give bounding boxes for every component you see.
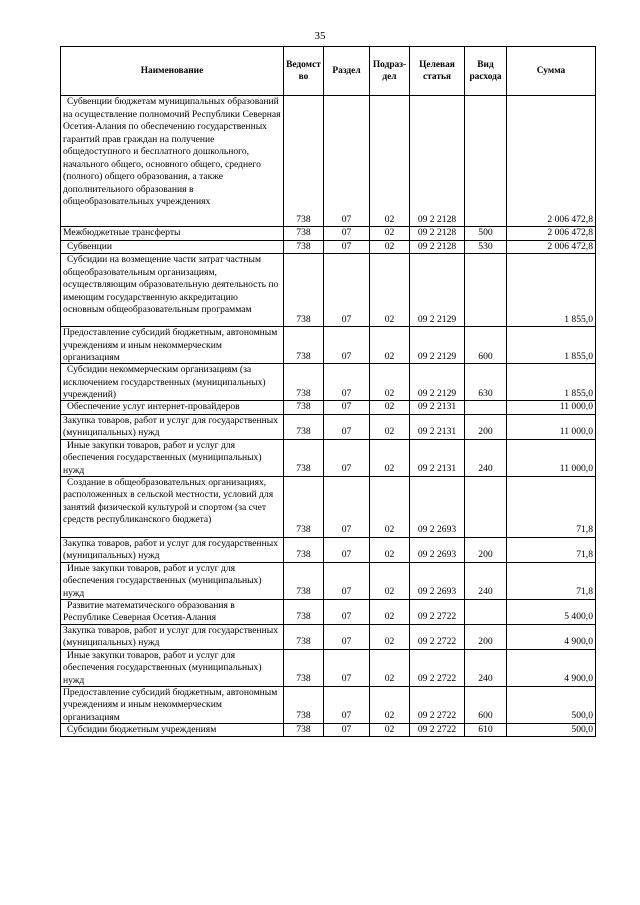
table-header-row — [61, 47, 596, 96]
row-name-text: Иные закупки товаров, работ и услуг для обеспечения государственных (муниципальных) нужд — [63, 562, 262, 599]
row-name-text: Создание в общеобразовательных организациях, расположенных в сельской местности, условий для занятий физической культурой и спортом (за счет средств республиканского бюджета) — [63, 476, 274, 525]
row-name — [61, 327, 284, 364]
row-section: 07 — [324, 599, 370, 624]
row-section: 07 — [324, 96, 370, 227]
row-name — [61, 414, 284, 439]
row-target-item: 09 2 2722 — [410, 599, 465, 624]
row-subsection: 02 — [370, 96, 410, 227]
row-name — [61, 254, 284, 327]
row-department: 738 — [284, 327, 324, 364]
row-expense-type — [465, 401, 507, 415]
row-department: 738 — [284, 562, 324, 599]
row-name-text: Обеспечение услуг интернет-провайдеров — [67, 401, 240, 412]
row-subsection: 02 — [370, 227, 410, 241]
row-amount: 1 855,0 — [507, 254, 596, 327]
row-name-text: Межбюджетные трансферты — [63, 227, 181, 238]
table-row — [61, 439, 596, 476]
row-section: 07 — [324, 364, 370, 401]
row-section: 07 — [324, 562, 370, 599]
row-name — [61, 599, 284, 624]
row-department: 738 — [284, 240, 324, 254]
row-name — [61, 240, 284, 254]
row-target-item: 09 2 2722 — [410, 624, 465, 649]
row-expense-type — [465, 254, 507, 327]
row-department: 738 — [284, 401, 324, 415]
row-expense-type — [465, 599, 507, 624]
row-department: 738 — [284, 364, 324, 401]
row-subsection: 02 — [370, 562, 410, 599]
table-row — [61, 476, 596, 537]
row-expense-type — [465, 476, 507, 537]
row-section: 07 — [324, 537, 370, 562]
row-name-text: Субсидии некоммерческим организациям (за исключением государственных (муниципальных) учреждений) — [63, 364, 266, 400]
row-subsection: 02 — [370, 327, 410, 364]
row-amount: 5 400,0 — [507, 599, 596, 624]
header-department: Ведомст во — [284, 47, 324, 96]
row-subsection: 02 — [370, 723, 410, 737]
row-subsection: 02 — [370, 240, 410, 254]
row-expense-type: 200 — [465, 414, 507, 439]
row-amount: 1 855,0 — [507, 327, 596, 364]
table-row — [61, 686, 596, 723]
row-amount: 2 006 472,8 — [507, 96, 596, 227]
row-subsection: 02 — [370, 439, 410, 476]
row-name-text: Субвенции — [67, 240, 112, 252]
row-name — [61, 401, 284, 415]
row-name — [61, 227, 284, 241]
row-department: 738 — [284, 599, 324, 624]
row-section: 07 — [324, 649, 370, 686]
table-row — [61, 240, 596, 254]
row-section: 07 — [324, 327, 370, 364]
row-department: 738 — [284, 723, 324, 737]
row-subsection: 02 — [370, 476, 410, 537]
row-name — [61, 562, 284, 599]
row-name — [61, 686, 284, 723]
row-name-text: Субвенции бюджетам муниципальных образований на осуществление полномочий Республики Северная Осетия-Алания по обеспечению государственных гарантий прав граждан на получение общедоступного и бесплатного дошкольного, начального общего, основного общего, среднего (полного) общего образования, а также дополнительного образования в общеобразовательных учреждениях — [63, 96, 281, 207]
row-name — [61, 723, 284, 737]
row-target-item: 09 2 2129 — [410, 364, 465, 401]
row-amount: 71,8 — [507, 537, 596, 562]
row-name — [61, 624, 284, 649]
row-department: 738 — [284, 254, 324, 327]
row-target-item: 09 2 2129 — [410, 327, 465, 364]
row-amount: 2 006 472,8 — [507, 227, 596, 241]
row-expense-type: 630 — [465, 364, 507, 401]
header-target-item: Целевая статья — [410, 47, 465, 96]
row-name-text: Субсидии на возмещение части затрат частным общеобразовательным организациям, осуществляющим образовательную деятельность по имеющим государственную аккредитацию основным общеобразовательным программам — [63, 254, 279, 315]
row-department: 738 — [284, 439, 324, 476]
row-expense-type: 200 — [465, 537, 507, 562]
row-subsection: 02 — [370, 401, 410, 415]
row-amount: 500,0 — [507, 686, 596, 723]
header-expense-type: Вид расхода — [465, 47, 507, 96]
row-amount: 1 855,0 — [507, 364, 596, 401]
row-amount: 4 900,0 — [507, 624, 596, 649]
table-row — [61, 401, 596, 415]
row-target-item: 09 2 2722 — [410, 649, 465, 686]
row-expense-type: 500 — [465, 227, 507, 241]
row-expense-type: 200 — [465, 624, 507, 649]
table-row — [61, 537, 596, 562]
row-name — [61, 439, 284, 476]
row-amount: 500,0 — [507, 723, 596, 737]
row-subsection: 02 — [370, 254, 410, 327]
row-name — [61, 649, 284, 686]
row-subsection: 02 — [370, 599, 410, 624]
row-subsection: 02 — [370, 686, 410, 723]
row-subsection: 02 — [370, 364, 410, 401]
row-name-text: Закупка товаров, работ и услуг для государственных (муниципальных) нужд — [63, 624, 279, 648]
header-subsection: Подраз- дел — [370, 47, 410, 96]
row-target-item: 09 2 2129 — [410, 254, 465, 327]
table-row — [61, 327, 596, 364]
row-name-text: Развитие математического образования в Республике Северная Осетия-Алания — [63, 599, 235, 623]
table-row — [61, 414, 596, 439]
header-amount: Сумма — [507, 47, 596, 96]
page-number: 35 — [314, 30, 326, 42]
row-expense-type: 530 — [465, 240, 507, 254]
row-amount: 71,8 — [507, 562, 596, 599]
row-target-item: 09 2 2128 — [410, 227, 465, 241]
table-row — [61, 254, 596, 327]
row-expense-type: 610 — [465, 723, 507, 737]
row-department: 738 — [284, 537, 324, 562]
row-expense-type — [465, 96, 507, 227]
row-name — [61, 364, 284, 401]
row-name-text: Предоставление субсидий бюджетным, автономным учреждениям и иным некоммерческим организациям — [63, 327, 278, 363]
row-name — [61, 537, 284, 562]
row-section: 07 — [324, 254, 370, 327]
row-expense-type: 240 — [465, 649, 507, 686]
row-target-item: 09 2 2722 — [410, 686, 465, 723]
row-department: 738 — [284, 96, 324, 227]
row-target-item: 09 2 2131 — [410, 401, 465, 415]
row-expense-type: 240 — [465, 562, 507, 599]
row-target-item: 09 2 2131 — [410, 414, 465, 439]
row-amount: 11 000,0 — [507, 414, 596, 439]
row-department: 738 — [284, 649, 324, 686]
row-expense-type: 240 — [465, 439, 507, 476]
row-department: 738 — [284, 414, 324, 439]
row-department: 738 — [284, 227, 324, 241]
row-target-item: 09 2 2693 — [410, 476, 465, 537]
row-subsection: 02 — [370, 537, 410, 562]
row-amount: 11 000,0 — [507, 401, 596, 415]
row-amount: 2 006 472,8 — [507, 240, 596, 254]
table-row — [61, 624, 596, 649]
row-target-item: 09 2 2128 — [410, 96, 465, 227]
table-row — [61, 723, 596, 737]
header-section: Раздел — [324, 47, 370, 96]
row-section: 07 — [324, 439, 370, 476]
row-target-item: 09 2 2722 — [410, 723, 465, 737]
row-name-text: Субсидии бюджетным учреждениям — [67, 723, 217, 735]
row-expense-type: 600 — [465, 686, 507, 723]
table-row — [61, 364, 596, 401]
budget-table — [60, 46, 596, 737]
row-target-item: 09 2 2693 — [410, 537, 465, 562]
row-amount: 11 000,0 — [507, 439, 596, 476]
row-section: 07 — [324, 686, 370, 723]
table-row — [61, 562, 596, 599]
row-target-item: 09 2 2131 — [410, 439, 465, 476]
row-target-item: 09 2 2693 — [410, 562, 465, 599]
row-section: 07 — [324, 723, 370, 737]
row-department: 738 — [284, 686, 324, 723]
row-name — [61, 96, 284, 227]
row-subsection: 02 — [370, 624, 410, 649]
table-row — [61, 599, 596, 624]
table-row — [61, 96, 596, 227]
row-expense-type: 600 — [465, 327, 507, 364]
row-name-text: Закупка товаров, работ и услуг для государственных (муниципальных) нужд — [63, 537, 279, 561]
row-subsection: 02 — [370, 649, 410, 686]
row-subsection: 02 — [370, 414, 410, 439]
table-row — [61, 227, 596, 241]
row-target-item: 09 2 2128 — [410, 240, 465, 254]
table-row — [61, 649, 596, 686]
row-section: 07 — [324, 414, 370, 439]
row-department: 738 — [284, 624, 324, 649]
row-section: 07 — [324, 476, 370, 537]
header-name: Наименование — [61, 47, 284, 96]
row-name — [61, 476, 284, 537]
row-section: 07 — [324, 240, 370, 254]
row-section: 07 — [324, 227, 370, 241]
row-amount: 4 900,0 — [507, 649, 596, 686]
row-name-text: Закупка товаров, работ и услуг для государственных (муниципальных) нужд — [63, 414, 279, 438]
row-name-text: Иные закупки товаров, работ и услуг для обеспечения государственных (муниципальных) нужд — [63, 439, 262, 476]
row-department: 738 — [284, 476, 324, 537]
table-body — [61, 96, 596, 737]
row-name-text: Иные закупки товаров, работ и услуг для обеспечения государственных (муниципальных) нужд — [63, 649, 262, 686]
row-section: 07 — [324, 624, 370, 649]
row-amount: 71,8 — [507, 476, 596, 537]
row-name-text: Предоставление субсидий бюджетным, автономным учреждениям и иным некоммерческим организациям — [63, 686, 278, 723]
row-section: 07 — [324, 401, 370, 415]
